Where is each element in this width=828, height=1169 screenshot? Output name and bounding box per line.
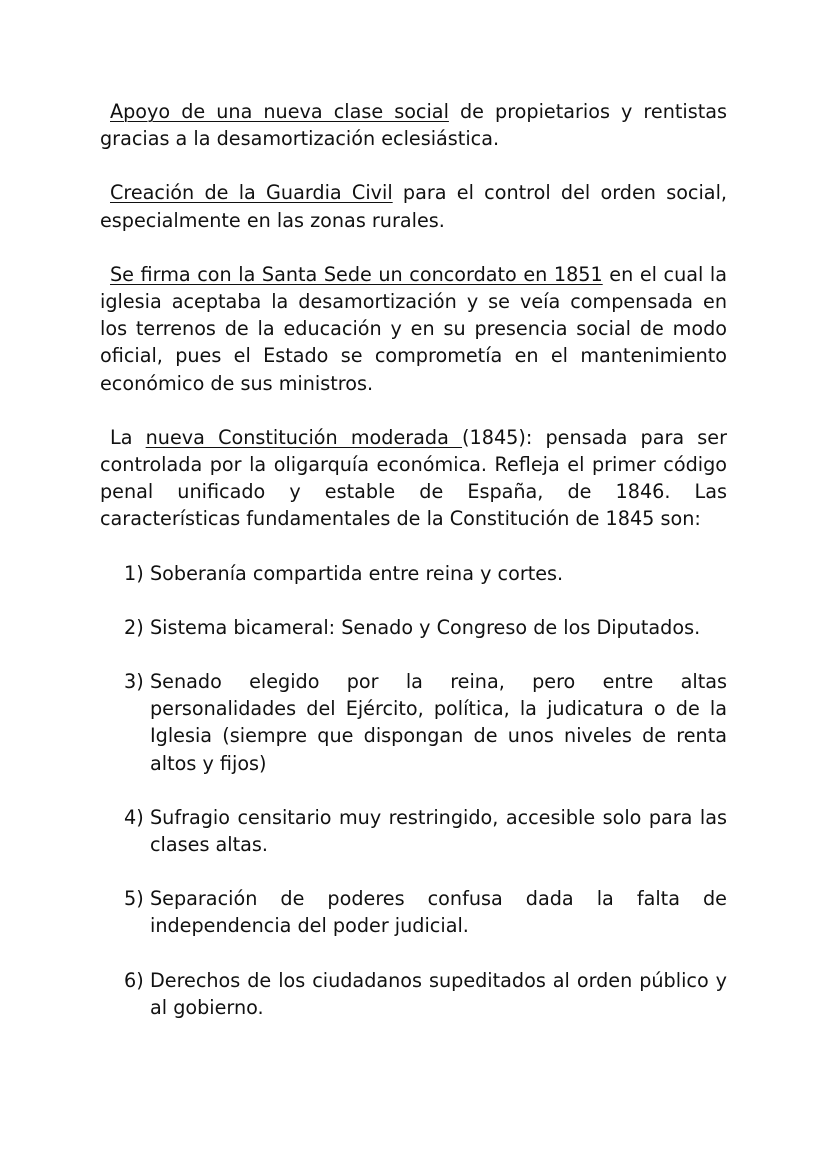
document-body xyxy=(100,98,727,1048)
list-item xyxy=(100,885,727,939)
paragraph-text: de propietarios y rentistas gracias a la desamortización eclesiástica. xyxy=(100,100,727,151)
underlined-phrase: Se firma con la Santa Sede un concordato en 1851 xyxy=(110,262,603,286)
constitution-features-list xyxy=(100,560,727,1021)
paragraph-concordato xyxy=(100,261,727,397)
list-item-text: Sufragio censitario muy restringido, accesible solo para las clases altas. xyxy=(150,805,727,857)
list-item xyxy=(100,614,727,641)
list-number: 3) xyxy=(124,670,144,694)
underlined-phrase: Creación de la Guardia Civil xyxy=(110,181,393,205)
paragraph-constitucion xyxy=(100,424,727,533)
list-item xyxy=(100,967,727,1021)
paragraph-text: (1845): pensada para ser controlada por la oligarquía económica. Refleja el primer código penal unificado y estable de España, de 1846. Las características fundamentales de la Constitución de 1845 son: xyxy=(100,425,727,531)
list-item xyxy=(100,804,727,858)
paragraph-text: para el control del orden social, especialmente en las zonas rurales. xyxy=(100,181,727,232)
paragraph-lead: La xyxy=(110,425,146,449)
paragraph-clase-social xyxy=(100,98,727,152)
list-number: 2) xyxy=(124,615,144,639)
list-item-text: Senado elegido por la reina, pero entre altas personalidades del Ejército, política, la judicatura o de la Iglesia (siempre que dispongan de unos niveles de renta altos y fijos) xyxy=(150,670,727,775)
list-item-text: Derechos de los ciudadanos supeditados al orden público y al gobierno. xyxy=(150,968,727,1019)
list-item-text: Soberanía compartida entre reina y cortes. xyxy=(150,561,564,585)
paragraph-text: en el cual la iglesia aceptaba la desamortización y se veía compensada en los terrenos de la educación y en su presencia social de modo oficial, pues el Estado se comprometía en el mantenimiento económico de sus ministros. xyxy=(100,262,727,395)
underlined-phrase: nueva Constitución moderada xyxy=(145,425,463,449)
list-item xyxy=(100,560,727,587)
list-number: 1) xyxy=(124,561,144,585)
list-number: 5) xyxy=(124,887,144,911)
list-number: 4) xyxy=(124,805,144,829)
list-item-text: Sistema bicameral: Senado y Congreso de los Diputados. xyxy=(150,615,701,639)
underlined-phrase: Apoyo de una nueva clase social xyxy=(110,100,449,123)
list-number: 6) xyxy=(124,968,144,992)
paragraph-guardia-civil xyxy=(100,179,727,233)
list-item-text: Separación de poderes confusa dada la falta de independencia del poder judicial. xyxy=(150,887,727,938)
list-item xyxy=(100,668,727,777)
